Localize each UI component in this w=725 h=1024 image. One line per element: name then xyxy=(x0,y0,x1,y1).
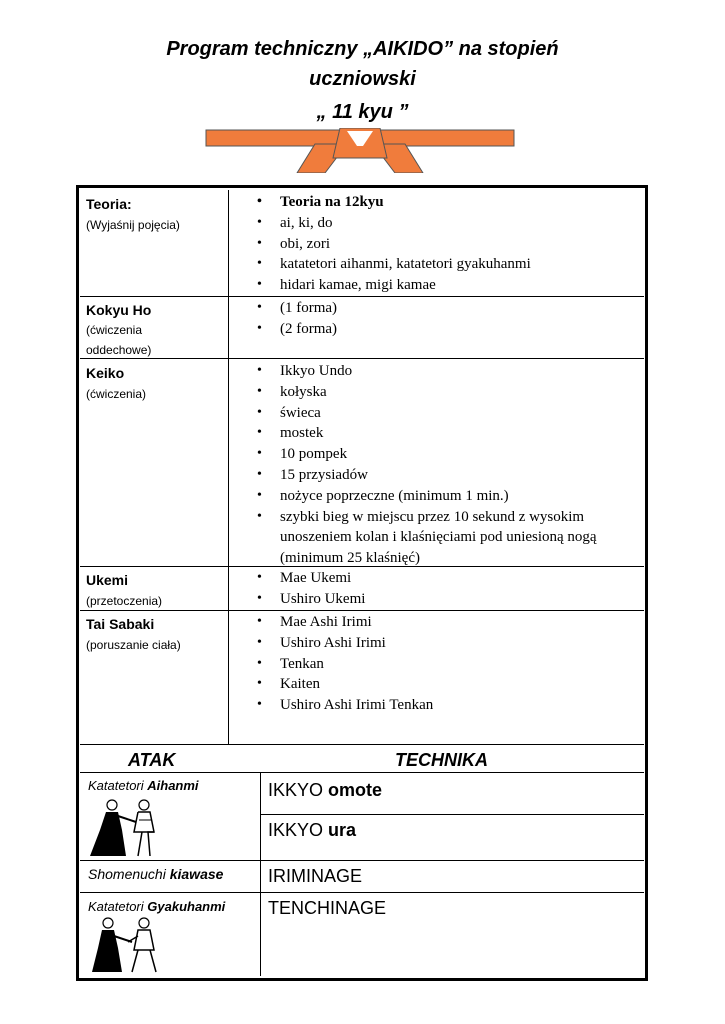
list-item: • 15 przysiadów xyxy=(252,465,630,486)
section-label-kokyu-ho: Kokyu Ho xyxy=(86,302,152,318)
list-item: • Ushiro Ashi Irimi xyxy=(252,633,632,654)
section-sub-teoria: (Wyjaśnij pojęcia) xyxy=(86,218,180,232)
section-label-ukemi: Ukemi xyxy=(86,572,129,588)
list-item: • (1 forma) xyxy=(252,298,632,319)
belt-knot-icon xyxy=(205,128,515,173)
list-item: • 10 pompek xyxy=(252,444,630,465)
attack-katatetori-gyakuhanmi: Katatetori Gyakuhanmi xyxy=(88,899,226,914)
list-teoria xyxy=(252,192,632,296)
aikido-figures-illustration xyxy=(86,798,168,858)
atak-header: ATAK xyxy=(128,750,176,770)
technique-ikkyo-ura: IKKYO ura xyxy=(268,820,357,840)
list-item: • Mae Ashi Irimi xyxy=(252,612,632,633)
list-item: • Ushiro Ashi Irimi Tenkan xyxy=(252,695,632,716)
column-divider xyxy=(228,190,229,745)
row-divider xyxy=(80,860,644,861)
row-divider xyxy=(80,744,644,745)
list-item: • nożyce poprzeczne (minimum 1 min.) xyxy=(252,486,630,507)
page-title-line-3: „ 11 kyu ” xyxy=(316,101,409,123)
list-item: • mostek xyxy=(252,423,630,444)
technika-header: TECHNIKA xyxy=(395,750,488,770)
section-label-keiko: Keiko xyxy=(86,365,125,381)
list-item: • kołyska xyxy=(252,382,630,403)
technique-tenchinage: TENCHINAGE xyxy=(268,898,387,918)
list-kokyu-ho xyxy=(252,298,632,340)
attack-katatetori-aihanmi: Katatetori Aihanmi xyxy=(88,778,199,793)
list-item: • świeca xyxy=(252,403,630,424)
section-label-tai-sabaki: Tai Sabaki xyxy=(86,616,155,632)
row-divider xyxy=(260,814,644,815)
section-sub-ukemi: (przetoczenia) xyxy=(86,594,163,608)
section-sub-tai-sabaki: (poruszanie ciała) xyxy=(86,638,181,652)
list-keiko xyxy=(252,361,630,569)
list-item: • szybki bieg w miejscu przez 10 sekund z wysokim unoszeniem kolan i klaśnięciami pod uniesioną nogą (minimum 25 klaśnięć) xyxy=(252,507,630,569)
row-divider xyxy=(80,772,644,773)
list-item: • katatetori aihanmi, katatetori gyakuhanmi xyxy=(252,254,632,275)
row-divider xyxy=(80,892,644,893)
attack-shomenuchi-kiawase: Shomenuchi kiawase xyxy=(88,866,224,882)
list-item: • Tenkan xyxy=(252,654,632,675)
list-item: • ai, ki, do xyxy=(252,213,632,234)
list-item: • obi, zori xyxy=(252,234,632,255)
column-divider xyxy=(260,772,261,976)
technique-ikkyo-omote: IKKYO omote xyxy=(268,780,383,800)
list-item: • Teoria na 12kyu xyxy=(252,192,632,213)
aikido-figures-illustration xyxy=(86,916,168,974)
list-item: • Mae Ukemi xyxy=(252,568,632,589)
page-title-line-1: Program techniczny „AIKIDO” na stopień xyxy=(166,38,559,60)
technique-iriminage: IRIMINAGE xyxy=(268,866,363,886)
page-title-line-2: uczniowski xyxy=(309,68,416,90)
section-sub-keiko: (ćwiczenia) xyxy=(86,387,147,401)
list-ukemi xyxy=(252,568,632,610)
list-item: • Kaiten xyxy=(252,674,632,695)
list-item: • Ushiro Ukemi xyxy=(252,589,632,610)
row-divider xyxy=(80,296,644,297)
list-item: • Ikkyo Undo xyxy=(252,361,630,382)
section-label-teoria: Teoria: xyxy=(86,196,132,212)
section-sub-kokyu-ho: (ćwiczenia oddechowe) xyxy=(86,323,152,357)
list-tai-sabaki xyxy=(252,612,632,716)
list-item: • hidari kamae, migi kamae xyxy=(252,275,632,296)
list-item: • (2 forma) xyxy=(252,319,632,340)
